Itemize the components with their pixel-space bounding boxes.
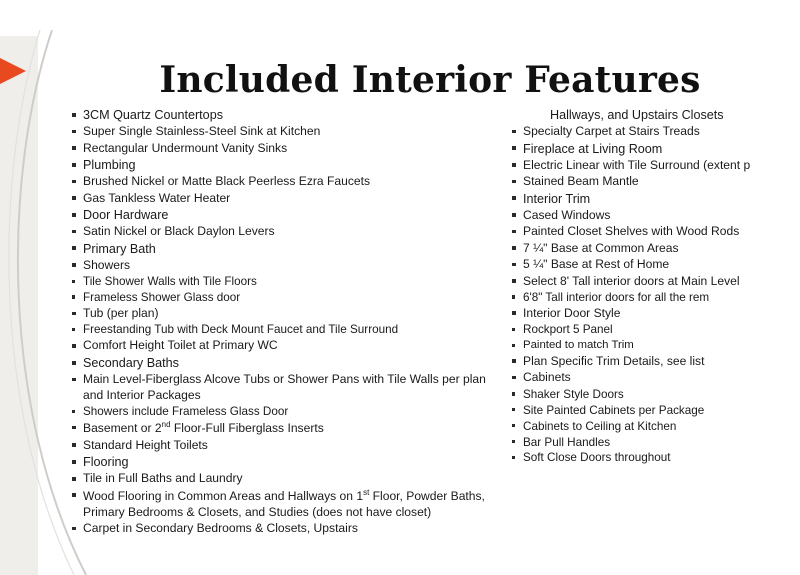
list-item bbox=[510, 387, 800, 402]
list-item bbox=[70, 191, 500, 207]
bullet-icon bbox=[72, 378, 76, 382]
bullet-icon bbox=[72, 493, 76, 497]
bullet-icon bbox=[512, 180, 516, 184]
bullet-icon bbox=[512, 246, 516, 250]
left-feature-list bbox=[70, 107, 500, 537]
list-item-label: Select 8' Tall interior doors at Main Level bbox=[523, 273, 740, 288]
bullet-icon bbox=[512, 163, 516, 167]
bullet-icon bbox=[512, 230, 516, 234]
list-item bbox=[510, 141, 800, 158]
bullet-icon bbox=[72, 443, 76, 447]
list-item bbox=[537, 107, 800, 124]
bullet-icon bbox=[512, 408, 515, 411]
accent-arrow-tail bbox=[0, 63, 8, 79]
list-item-label: Specialty Carpet at Stairs Treads bbox=[523, 124, 700, 139]
list-item-label: Comfort Height Toilet at Primary WC bbox=[83, 338, 278, 353]
content-columns bbox=[70, 107, 800, 567]
list-item bbox=[510, 370, 800, 386]
list-item bbox=[510, 208, 800, 224]
right-feature-list bbox=[510, 107, 800, 466]
list-item-label: Carpet in Secondary Bedrooms & Closets, Upstairs bbox=[83, 521, 358, 536]
bullet-icon bbox=[72, 113, 76, 117]
list-item-label: Electric Linear with Tile Surround (extent p bbox=[523, 157, 751, 172]
list-item-label: Gas Tankless Water Heater bbox=[83, 190, 231, 205]
list-item-label: Super Single Stainless-Steel Sink at Kitchen bbox=[83, 124, 321, 139]
list-item-label: Cased Windows bbox=[523, 207, 611, 222]
list-item-label: Secondary Baths bbox=[83, 355, 179, 370]
list-item bbox=[510, 224, 800, 240]
list-item-label: Rectangular Undermount Vanity Sinks bbox=[83, 140, 288, 155]
list-item bbox=[70, 124, 500, 140]
bullet-icon bbox=[512, 376, 516, 380]
bullet-icon bbox=[512, 130, 516, 134]
list-item bbox=[70, 438, 500, 454]
list-item-label: Wood Flooring in Common Areas and Hallways on 1st Floor, Powder Baths, Primary Bedrooms & Closets, and Studies (does not have closet) bbox=[83, 487, 485, 519]
bullet-icon bbox=[72, 246, 76, 250]
list-item-label: Showers include Frameless Glass Door bbox=[83, 405, 289, 419]
list-item bbox=[70, 521, 500, 537]
bullet-icon bbox=[72, 361, 76, 365]
list-item bbox=[510, 274, 800, 290]
list-item bbox=[70, 258, 500, 274]
list-item-label: Interior Trim bbox=[523, 191, 591, 206]
list-item bbox=[70, 107, 500, 124]
bullet-icon bbox=[512, 456, 515, 459]
list-item-label: Basement or 2nd Floor-Full Fiberglass Inserts bbox=[83, 420, 324, 436]
list-item bbox=[70, 454, 500, 471]
list-item bbox=[510, 124, 800, 140]
list-item bbox=[70, 471, 500, 487]
list-item-label: Door Hardware bbox=[83, 208, 169, 223]
list-item-label: Standard Height Toilets bbox=[83, 437, 208, 452]
bullet-icon bbox=[72, 163, 76, 167]
bullet-icon bbox=[72, 263, 76, 267]
left-column bbox=[70, 107, 500, 538]
bullet-icon bbox=[512, 263, 516, 267]
list-item-label: Primary Bath bbox=[83, 241, 156, 256]
list-item-label: Main Level-Fiberglass Alcove Tubs or Shower Pans with Tile Walls per plan and Interior Packages bbox=[83, 371, 486, 402]
bullet-icon bbox=[72, 460, 76, 464]
list-item-label: Rockport 5 Panel bbox=[523, 323, 613, 337]
list-item-label: Tile Shower Walls with Tile Floors bbox=[83, 275, 257, 289]
list-item-label: Tub (per plan) bbox=[83, 306, 159, 321]
list-item-label: Plan Specific Trim Details, see list bbox=[523, 353, 705, 368]
bullet-icon bbox=[512, 424, 515, 427]
bullet-icon bbox=[72, 180, 76, 184]
list-item-label: Painted Closet Shelves with Wood Rods bbox=[523, 224, 740, 239]
bullet-icon bbox=[72, 410, 75, 413]
list-item-label: Flooring bbox=[83, 455, 129, 470]
bullet-icon bbox=[72, 280, 75, 283]
list-item-label: Frameless Shower Glass door bbox=[83, 291, 241, 305]
list-item bbox=[70, 322, 500, 337]
list-item bbox=[510, 435, 800, 450]
list-item-label: Soft Close Doors throughout bbox=[523, 451, 671, 465]
bullet-icon bbox=[72, 146, 76, 150]
list-item bbox=[70, 404, 500, 419]
list-item bbox=[70, 157, 500, 174]
bullet-icon bbox=[512, 359, 516, 363]
bullet-icon bbox=[72, 295, 75, 298]
list-item bbox=[510, 257, 800, 273]
bullet-icon bbox=[512, 311, 516, 315]
bullet-icon bbox=[72, 312, 76, 316]
bullet-icon bbox=[512, 279, 516, 283]
list-item-label: Shaker Style Doors bbox=[523, 387, 624, 401]
list-item-label: Tile in Full Baths and Laundry bbox=[83, 471, 243, 486]
bullet-icon bbox=[72, 527, 76, 531]
list-item-label: Hallways, and Upstairs Closets bbox=[550, 108, 724, 122]
list-item-label: 6'8" Tall interior doors for all the rem bbox=[523, 290, 710, 304]
bullet-icon bbox=[72, 196, 76, 200]
list-item bbox=[510, 174, 800, 190]
list-item bbox=[70, 207, 500, 224]
list-item-label: Cabinets bbox=[523, 370, 571, 385]
list-item-label: Plumbing bbox=[83, 158, 136, 173]
list-item-label: Brushed Nickel or Matte Black Peerless Ezra Faucets bbox=[83, 174, 371, 189]
list-item-label: Bar Pull Handles bbox=[523, 435, 611, 449]
bullet-icon bbox=[72, 477, 76, 481]
list-item bbox=[70, 306, 500, 322]
list-item bbox=[510, 403, 800, 418]
list-item bbox=[510, 290, 800, 305]
bullet-icon bbox=[512, 196, 516, 200]
list-item bbox=[510, 450, 800, 465]
bullet-icon bbox=[512, 213, 516, 217]
list-item-label: Stained Beam Mantle bbox=[523, 174, 639, 189]
list-item bbox=[70, 174, 500, 190]
bullet-icon bbox=[72, 230, 76, 234]
bullet-icon bbox=[512, 344, 515, 347]
list-item bbox=[510, 158, 800, 174]
list-item-label: 7 ¼" Base at Common Areas bbox=[523, 240, 679, 255]
list-item bbox=[70, 241, 500, 258]
list-item bbox=[70, 372, 500, 404]
list-item-label: Showers bbox=[83, 257, 131, 272]
list-item-label: Cabinets to Ceiling at Kitchen bbox=[523, 419, 677, 433]
bullet-icon bbox=[72, 213, 76, 217]
list-item-label: Freestanding Tub with Deck Mount Faucet and Tile Surround bbox=[83, 323, 399, 337]
list-item bbox=[510, 322, 800, 337]
right-column bbox=[510, 107, 800, 466]
bullet-icon bbox=[512, 328, 515, 331]
bullet-icon bbox=[512, 440, 515, 443]
list-item-label: Fireplace at Living Room bbox=[523, 141, 663, 156]
bullet-icon bbox=[512, 392, 515, 395]
list-item bbox=[70, 274, 500, 289]
list-item bbox=[510, 419, 800, 434]
list-item bbox=[70, 355, 500, 372]
list-item-label: Painted to match Trim bbox=[523, 339, 634, 352]
list-item bbox=[510, 354, 800, 370]
bullet-icon bbox=[72, 130, 76, 134]
list-item-label: Interior Door Style bbox=[523, 305, 621, 320]
list-item bbox=[510, 191, 800, 208]
list-item bbox=[510, 338, 800, 353]
list-item-label: 5 ¼" Base at Rest of Home bbox=[523, 257, 670, 272]
list-item bbox=[510, 306, 800, 322]
list-item-label: Site Painted Cabinets per Package bbox=[523, 403, 705, 417]
list-item bbox=[70, 290, 500, 305]
page-title: Included Interior Features bbox=[159, 59, 701, 101]
bullet-icon bbox=[72, 328, 75, 331]
list-item bbox=[70, 338, 500, 354]
bullet-icon bbox=[512, 146, 516, 150]
list-item bbox=[70, 420, 500, 437]
list-item-label: Satin Nickel or Black Daylon Levers bbox=[83, 224, 275, 239]
list-item bbox=[70, 141, 500, 157]
list-item-label: 3CM Quartz Countertops bbox=[83, 108, 223, 122]
list-item bbox=[510, 241, 800, 257]
list-item bbox=[70, 224, 500, 240]
bullet-icon bbox=[72, 426, 76, 430]
bullet-icon bbox=[512, 295, 515, 298]
bullet-icon bbox=[72, 344, 76, 348]
list-item bbox=[70, 488, 500, 521]
